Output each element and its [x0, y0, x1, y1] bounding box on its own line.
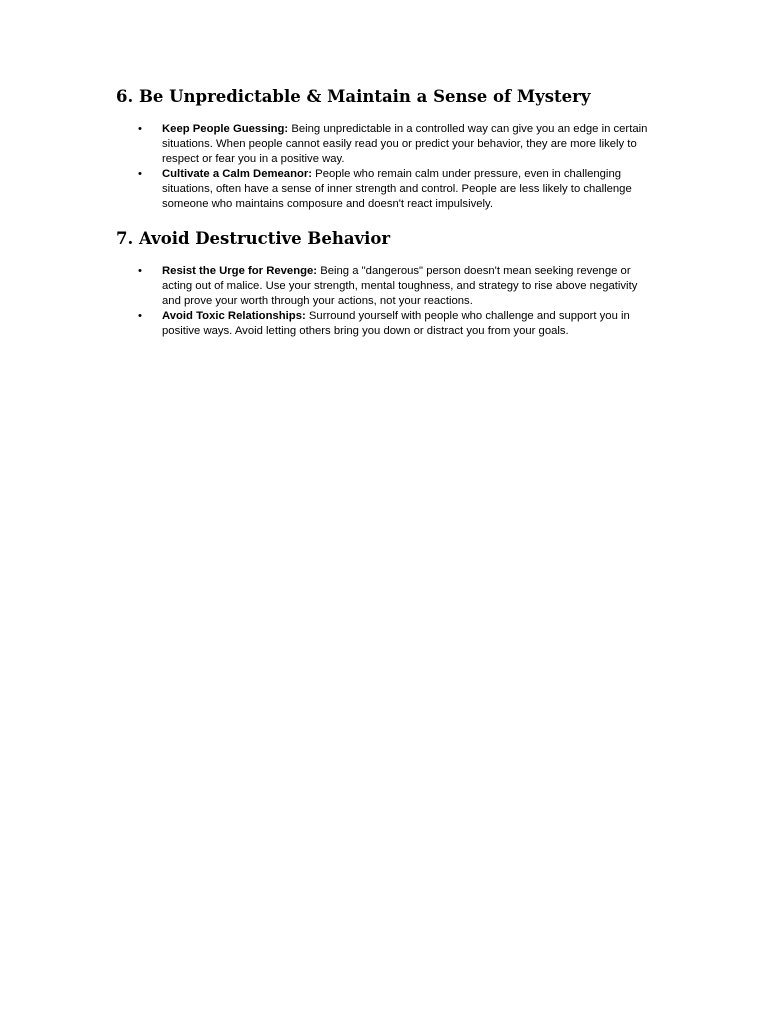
bullet-icon: •	[138, 168, 142, 180]
item-term: Keep People Guessing:	[162, 123, 289, 135]
item-text: Being unpredictable in a controlled way can give you an edge in certain situations. When people cannot easily read you or predict your behavior, they are more likely to respect or fear you in a positive way.	[162, 123, 648, 165]
section-be-unpredictable	[116, 86, 656, 212]
bullet-list	[116, 122, 656, 212]
item-text: People who remain calm under pressure, even in challenging situations, often have a sense of inner strength and control. People are less likely to challenge someone who maintains composure and doesn't react impulsively.	[162, 168, 632, 210]
section-heading: 7. Avoid Destructive Behavior	[116, 229, 391, 248]
list-item	[116, 264, 648, 309]
item-term: Avoid Toxic Relationships:	[162, 310, 306, 322]
item-text: Surround yourself with people who challenge and support you in positive ways. Avoid letting others bring you down or distract you from your goals.	[162, 310, 630, 337]
bullet-icon: •	[138, 310, 142, 322]
list-item	[116, 167, 648, 212]
item-text: Being a "dangerous" person doesn't mean seeking revenge or acting out of malice. Use your strength, mental toughness, and strategy to rise above negativity and prove your worth through your actions, not your reactions.	[162, 265, 638, 307]
item-term: Cultivate a Calm Demeanor:	[162, 168, 313, 180]
item-term: Resist the Urge for Revenge:	[162, 265, 318, 277]
bullet-icon: •	[138, 123, 142, 135]
bullet-icon: •	[138, 265, 142, 277]
list-item	[116, 309, 648, 339]
list-item	[116, 122, 648, 167]
section-heading: 6. Be Unpredictable & Maintain a Sense of Mystery	[116, 87, 591, 106]
bullet-list	[116, 264, 656, 339]
section-avoid-destructive	[116, 228, 656, 339]
